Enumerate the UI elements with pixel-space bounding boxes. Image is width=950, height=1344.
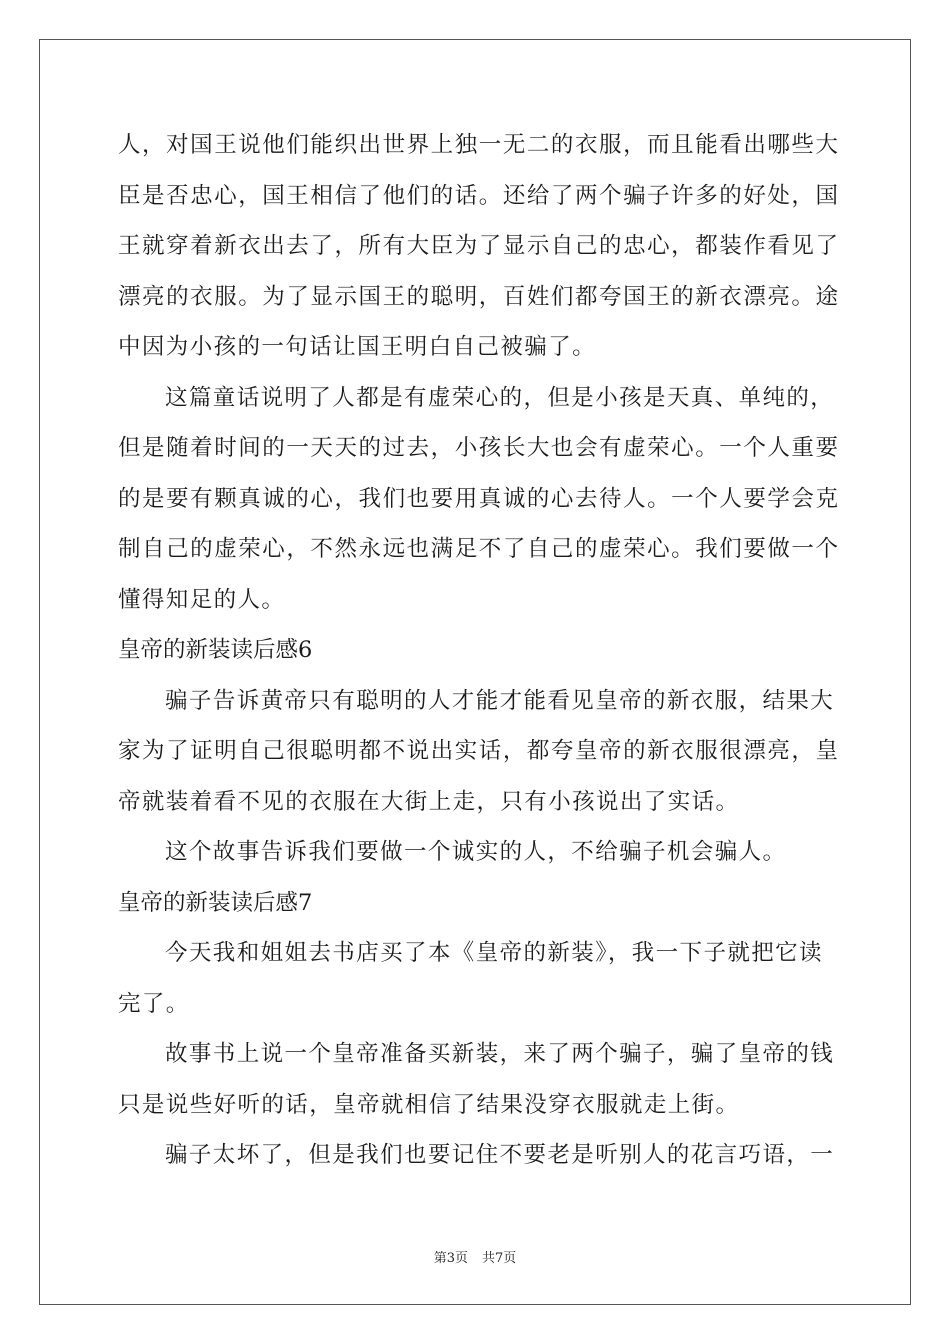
text-line: 只是说些好听的话，皇帝就相信了结果没穿衣服就走上街。: [118, 1091, 740, 1118]
section-heading: 皇帝的新装读后感6: [118, 637, 313, 663]
page-footer: [0, 1247, 950, 1266]
paragraph-first-line: 骗子告诉黄帝只有聪明的人才能才能看见皇帝的新衣服，结果大: [165, 687, 835, 714]
text-line: 制自己的虚荣心，不然永远也满足不了自己的虚荣心。我们要做一个: [118, 536, 838, 562]
text-line: 完了。: [118, 990, 190, 1017]
text-line: 家为了证明自己很聪明都不说出实话，都夸皇帝的新衣服很漂亮，皇: [118, 738, 838, 764]
page-number: 第3页: [433, 1251, 468, 1266]
text-line: 但是随着时间的一天天的过去，小孩长大也会有虚荣心。一个人重要: [118, 435, 838, 461]
paragraph-first-line: 骗子太坏了，但是我们也要记住不要老是听别人的花言巧语，一: [165, 1142, 835, 1168]
text-line: 帝就装着看不见的衣服在大街上走，只有小孩说出了实话。: [118, 788, 740, 815]
text-line: 中因为小孩的一句话让国王明白自己被骗了。: [118, 334, 597, 360]
text-line: 臣是否忠心，国王相信了他们的话。还给了两个骗子许多的好处，国: [118, 182, 838, 209]
paragraph-first-line: 今天我和姐姐去书店买了本《皇帝的新装》，我一下子就把它读: [165, 940, 823, 966]
paragraph-first-line: 故事书上说一个皇帝准备买新装，来了两个骗子，骗了皇帝的钱: [165, 1041, 835, 1067]
text-line: 人，对国王说他们能织出世界上独一无二的衣服，而且能看出哪些大: [118, 132, 838, 158]
text-line: 漂亮的衣服。为了显示国王的聪明，百姓们都夸国王的新衣漂亮。途: [118, 283, 838, 310]
paragraph-first-line: 这篇童话说明了人都是有虚荣心的，但是小孩是天真、单纯的，: [165, 384, 835, 411]
page-total: 共7页: [482, 1251, 517, 1266]
text-line: 王就穿着新衣出去了，所有大臣为了显示自己的忠心，都装作看见了: [118, 233, 838, 259]
section-heading: 皇帝的新装读后感7: [118, 889, 313, 916]
document-body: [118, 130, 838, 1191]
text-line: 的是要有颗真诚的心，我们也要用真诚的心去待人。一个人要学会克: [118, 485, 838, 512]
text-line: 懂得知足的人。: [118, 586, 286, 613]
paragraph-first-line: 这个故事告诉我们要做一个诚实的人，不给骗子机会骗人。: [165, 839, 787, 865]
